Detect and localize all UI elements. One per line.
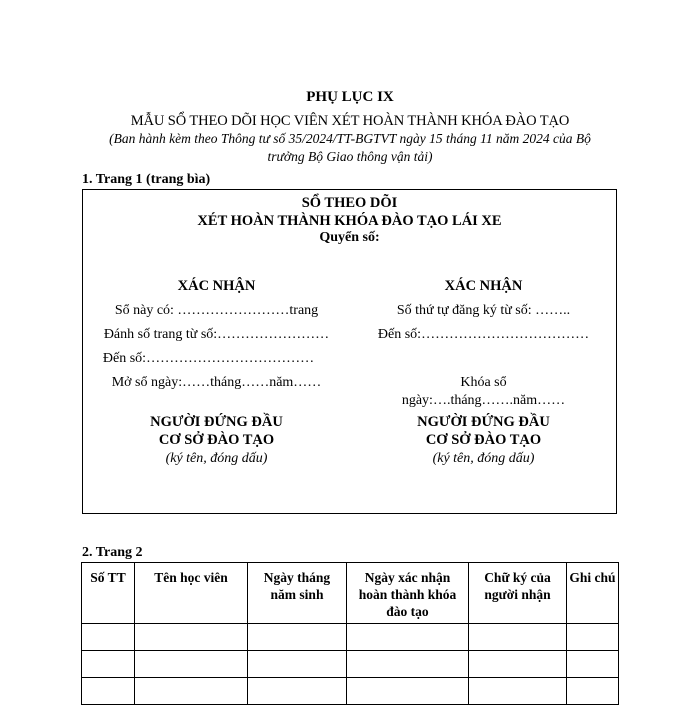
right-close-label: Khóa sổ [460, 375, 507, 390]
right-confirm-heading: XÁC NHẬN [444, 278, 523, 294]
cover-title-line1: SỔ THEO DÕI [301, 195, 398, 211]
table-cell [82, 678, 135, 705]
table-cell [82, 651, 135, 678]
table-cell [135, 624, 248, 651]
table-cell [135, 678, 248, 705]
right-signer-line1: NGƯỜI ĐỨNG ĐẦU [417, 414, 550, 430]
section1-heading: 1. Trang 1 (trang bìa) [82, 172, 211, 187]
table-cell [82, 624, 135, 651]
left-sign-note: (ký tên, đóng dấu) [165, 451, 268, 466]
left-signer-line2: CƠ SỞ ĐÀO TẠO [158, 432, 275, 448]
right-signer-line2: CƠ SỞ ĐÀO TẠO [425, 432, 542, 448]
cover-page-box [82, 189, 617, 514]
table-row [82, 678, 619, 705]
table-cell [248, 678, 347, 705]
table-row [82, 651, 619, 678]
right-register-to: Đến số:……………………………… [377, 327, 590, 342]
appendix-title: PHỤ LỤC IX [306, 89, 394, 105]
section2-heading: 2. Trang 2 [82, 545, 143, 560]
right-register-from: Số thứ tự đăng ký từ số: …….. [396, 303, 571, 318]
column-header-signature: Chữ ký của người nhận [469, 563, 567, 624]
cover-right-column [350, 190, 617, 513]
student-register-table [81, 562, 619, 705]
table-cell [248, 624, 347, 651]
table-cell [135, 651, 248, 678]
right-sign-note: (ký tên, đóng dấu) [432, 451, 535, 466]
table-cell [567, 624, 619, 651]
table-cell [347, 624, 469, 651]
issuance-note-line1: (Ban hành kèm theo Thông tư số 35/2024/TT-BGTVT ngày 15 tháng 11 năm 2024 của Bộ [109, 131, 591, 146]
table-cell [567, 678, 619, 705]
issuance-note [82, 130, 618, 166]
cover-volume-label: Quyển số: [319, 230, 380, 245]
left-signer-line1: NGƯỜI ĐỨNG ĐẦU [150, 414, 283, 430]
table-header-row [82, 563, 619, 624]
table-cell [469, 678, 567, 705]
table-cell [567, 651, 619, 678]
table-cell [248, 651, 347, 678]
left-open-date: Mở sổ ngày:……tháng……năm…… [111, 375, 322, 390]
table-cell [469, 624, 567, 651]
form-subtitle: MẪU SỔ THEO DÕI HỌC VIÊN XÉT HOÀN THÀNH KHÓA ĐÀO TẠO [130, 113, 570, 129]
column-header-completion-date: Ngày xác nhận hoàn thành khóa đào tạo [347, 563, 469, 624]
right-close-date: ngày:….tháng…….năm…… [401, 393, 566, 408]
column-header-birth-date: Ngày tháng năm sinh [248, 563, 347, 624]
table-cell [347, 678, 469, 705]
column-header-student-name: Tên học viên [135, 563, 248, 624]
table-row [82, 624, 619, 651]
column-header-notes: Ghi chú [567, 563, 619, 624]
table-cell [347, 651, 469, 678]
left-page-count: Sổ này có: ……………………trang [114, 303, 319, 318]
issuance-note-line2: trưởng Bộ Giao thông vận tải) [267, 149, 433, 164]
column-header-no: Số TT [82, 563, 135, 624]
left-page-from: Đánh số trang từ số:…………………… [103, 327, 330, 342]
cover-title-line2: XÉT HOÀN THÀNH KHÓA ĐÀO TẠO LÁI XE [197, 213, 502, 229]
table-cell [469, 651, 567, 678]
left-page-to: Đến số:……………………………… [102, 351, 315, 366]
left-confirm-heading: XÁC NHẬN [177, 278, 256, 294]
cover-left-column [83, 190, 350, 513]
